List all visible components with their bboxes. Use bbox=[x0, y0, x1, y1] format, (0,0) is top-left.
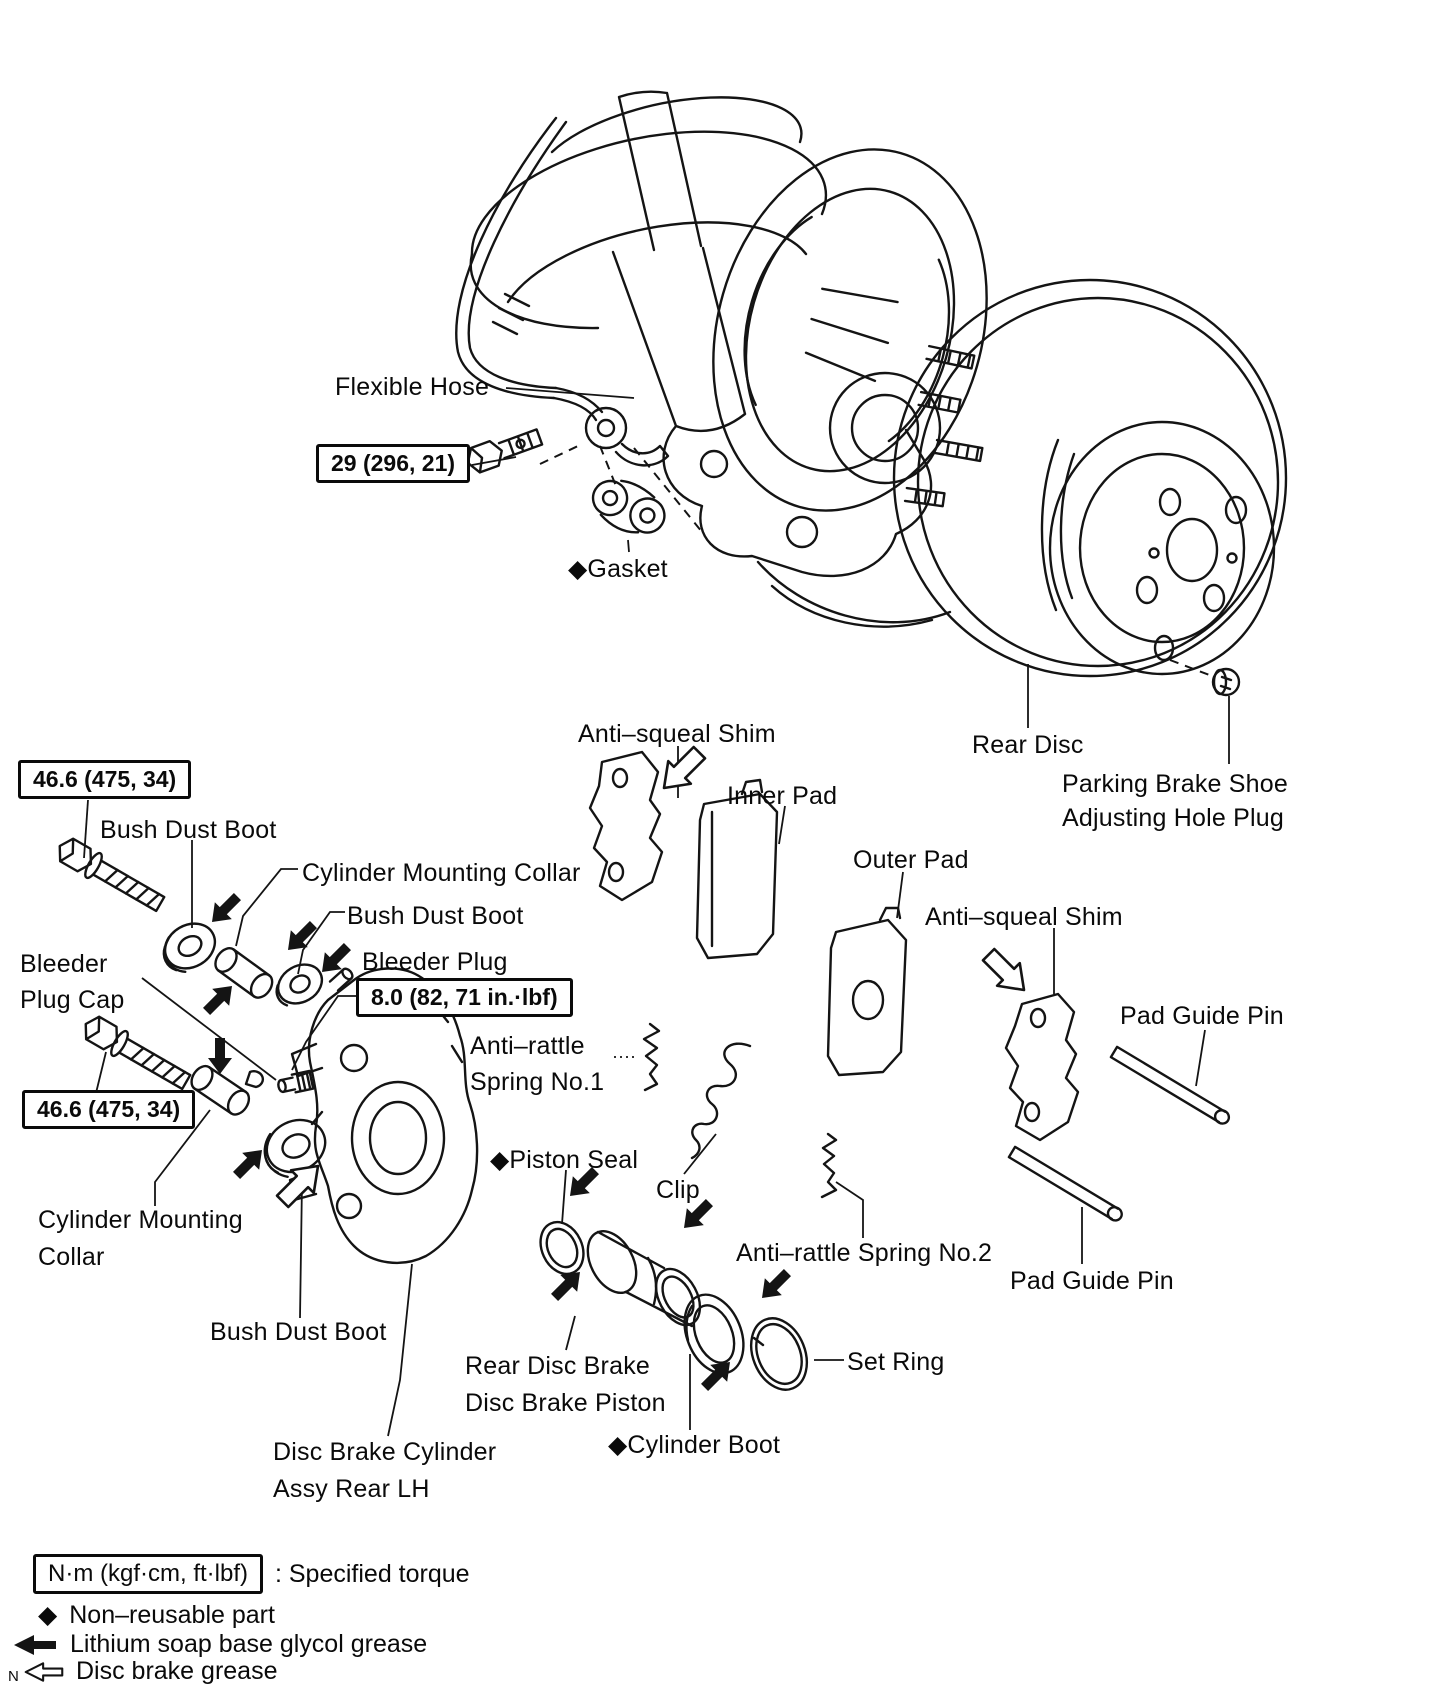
bush-dust-boot-2-drawing bbox=[269, 957, 329, 1013]
backing-plate-drawing bbox=[672, 117, 1027, 544]
label-disc-brake-piston-line2: Disc Brake Piston bbox=[465, 1389, 666, 1417]
torque-box-union-bolt: 29 (296, 21) bbox=[316, 444, 470, 483]
label-cylinder-mounting-collar-top: Cylinder Mounting Collar bbox=[302, 859, 581, 887]
label-gasket: ◆Gasket bbox=[568, 555, 668, 583]
torque-box-mounting-bolt-upper: 46.6 (475, 34) bbox=[18, 760, 191, 799]
disc-brake-piston-drawing bbox=[578, 1223, 709, 1332]
legend-non-reusable-text: Non–reusable part bbox=[69, 1600, 275, 1629]
label-anti-rattle-spring-2: Anti–rattle Spring No.2 bbox=[736, 1239, 993, 1267]
strut-spring-drawing bbox=[471, 92, 826, 431]
label-anti-rattle-spring-1-line1: Anti–rattle bbox=[470, 1032, 585, 1060]
label-set-ring: Set Ring bbox=[847, 1348, 945, 1376]
label-flexible-hose: Flexible Hose bbox=[335, 373, 490, 401]
legend-specified-torque bbox=[33, 1554, 470, 1594]
pad-guide-pin-upper-drawing bbox=[1111, 1046, 1232, 1126]
set-ring-drawing bbox=[741, 1310, 817, 1398]
clip-drawing bbox=[692, 1044, 750, 1158]
legend-non-reusable bbox=[38, 1600, 275, 1630]
label-clip: Clip bbox=[656, 1176, 700, 1204]
label-parking-brake-shoe-line1: Parking Brake Shoe bbox=[1062, 770, 1288, 798]
corner-mark: N bbox=[8, 1668, 19, 1685]
label-bleeder-plug-cap-line2: Plug Cap bbox=[20, 986, 125, 1014]
label-rear-disc: Rear Disc bbox=[972, 731, 1084, 759]
outer-pad-drawing bbox=[828, 908, 906, 1075]
label-bleeder-plug-cap-line1: Bleeder bbox=[20, 950, 108, 978]
label-outer-pad: Outer Pad bbox=[853, 846, 969, 874]
knuckle-drawing bbox=[664, 426, 950, 627]
bleeder-plug-drawing bbox=[277, 1071, 314, 1096]
label-parking-brake-shoe-line2: Adjusting Hole Plug bbox=[1062, 804, 1284, 832]
label-disc-brake-piston-line1: Rear Disc Brake bbox=[465, 1352, 650, 1380]
piston-seal-drawing bbox=[532, 1215, 591, 1281]
label-cylinder-mounting-collar-bottom-line2: Collar bbox=[38, 1243, 105, 1271]
rear-disc-drawing bbox=[894, 280, 1286, 676]
label-bush-dust-boot-top: Bush Dust Boot bbox=[100, 816, 277, 844]
disc-brake-grease-arrow-icon bbox=[24, 1662, 64, 1682]
pad-guide-pin-lower-drawing bbox=[1009, 1146, 1125, 1223]
label-bush-dust-boot-bottom: Bush Dust Boot bbox=[210, 1318, 387, 1346]
label-pad-guide-pin-lower: Pad Guide Pin bbox=[1010, 1267, 1174, 1295]
legend-torque-unit-box: N·m (kgf·cm, ft·lbf) bbox=[33, 1554, 263, 1594]
legend-lithium-grease bbox=[12, 1630, 427, 1659]
label-bleeder-plug: Bleeder Plug bbox=[362, 948, 508, 976]
legend-disc-brake-grease-text: Disc brake grease bbox=[76, 1657, 278, 1685]
mounting-bolt-lower-drawing bbox=[79, 1012, 193, 1094]
anti-squeal-shim-right-drawing bbox=[1006, 994, 1078, 1140]
label-anti-squeal-shim-right: Anti–squeal Shim bbox=[925, 903, 1123, 931]
label-bush-dust-boot-mid: Bush Dust Boot bbox=[347, 902, 524, 930]
label-cylinder-boot: ◆Cylinder Boot bbox=[608, 1431, 781, 1459]
bush-dust-boot-1-drawing bbox=[155, 915, 223, 979]
torque-box-mounting-bolt-lower: 46.6 (475, 34) bbox=[22, 1090, 195, 1129]
label-pad-guide-pin-upper: Pad Guide Pin bbox=[1120, 1002, 1284, 1030]
label-anti-rattle-spring-1-line2: Spring No.1 bbox=[470, 1068, 605, 1096]
non-reusable-diamond-icon: ◆ bbox=[38, 1601, 58, 1629]
legend-disc-brake-grease bbox=[24, 1657, 277, 1686]
mounting-bolt-upper-drawing bbox=[53, 834, 167, 916]
label-cylinder-mounting-collar-bottom-line1: Cylinder Mounting bbox=[38, 1206, 243, 1234]
label-anti-squeal-shim-left: Anti–squeal Shim bbox=[578, 720, 776, 748]
legend-torque-meaning: : Specified torque bbox=[274, 1559, 470, 1588]
legend-lithium-grease-text: Lithium soap base glycol grease bbox=[70, 1630, 428, 1658]
label-piston-seal: ◆Piston Seal bbox=[490, 1146, 639, 1174]
anti-rattle-spring-2-drawing bbox=[822, 1134, 836, 1197]
adjusting-hole-plug-drawing bbox=[1213, 669, 1239, 695]
label-disc-brake-cylinder-line2: Assy Rear LH bbox=[273, 1475, 430, 1503]
gasket-drawing bbox=[589, 470, 668, 544]
anti-squeal-shim-left-drawing bbox=[590, 752, 662, 900]
label-inner-pad: Inner Pad bbox=[727, 782, 838, 810]
torque-box-bleeder-plug: 8.0 (82, 71 in.·lbf) bbox=[356, 978, 573, 1017]
label-disc-brake-cylinder-line1: Disc Brake Cylinder bbox=[273, 1438, 497, 1466]
lithium-grease-arrow-icon bbox=[12, 1634, 58, 1656]
union-bolt-drawing bbox=[463, 425, 543, 475]
bleeder-plug-cap-drawing bbox=[246, 1071, 263, 1087]
anti-rattle-spring-1-drawing bbox=[644, 1024, 659, 1090]
